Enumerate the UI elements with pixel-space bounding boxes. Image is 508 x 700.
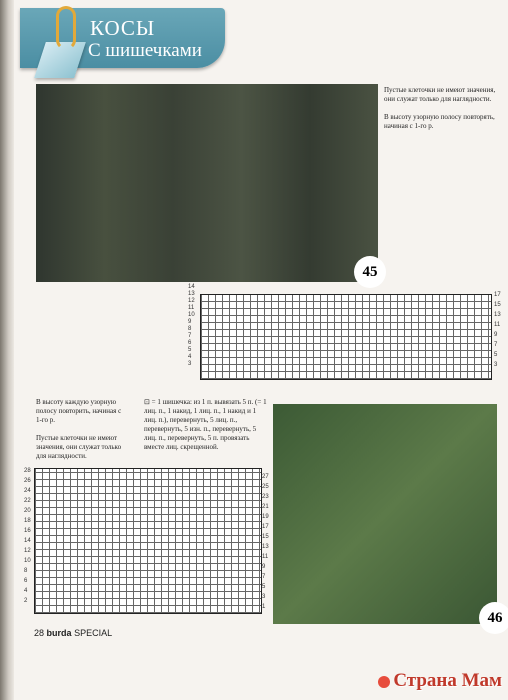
row-number: 1 xyxy=(262,604,266,610)
row-number: 26 xyxy=(24,478,31,484)
watermark-icon xyxy=(378,676,390,688)
note-right-2: В высоту узорную полосу повторять, начиная с 1-го р. xyxy=(384,113,495,130)
row-number: 8 xyxy=(24,568,28,574)
pattern-chart-45 xyxy=(200,294,492,380)
chart2-row-numbers-right xyxy=(262,474,269,614)
row-number: 6 xyxy=(24,578,28,584)
row-number: 9 xyxy=(188,319,192,325)
paperclip-icon xyxy=(56,6,76,50)
chart1-row-numbers-left xyxy=(188,284,195,368)
row-number: 20 xyxy=(24,508,31,514)
row-number: 4 xyxy=(24,588,28,594)
row-number: 25 xyxy=(262,484,269,490)
bobble-legend xyxy=(144,398,270,452)
notes-right xyxy=(384,86,500,140)
page-footer xyxy=(34,628,112,638)
row-number: 14 xyxy=(24,538,31,544)
section-subtitle: С шишечками xyxy=(88,40,202,61)
row-number: 3 xyxy=(494,362,498,368)
row-number: 24 xyxy=(24,488,31,494)
section-tab xyxy=(20,8,225,78)
row-number: 23 xyxy=(262,494,269,500)
brand-name: burda xyxy=(46,628,72,638)
row-number: 3 xyxy=(188,361,192,367)
row-number: 22 xyxy=(24,498,31,504)
knit-photo-46 xyxy=(273,404,497,624)
row-number: 12 xyxy=(24,548,31,554)
row-number: 11 xyxy=(262,554,269,560)
note-left-1: В высоту каждую узорную полосу повторить, начиная с 1-го р. xyxy=(36,398,122,424)
page-spine xyxy=(0,0,14,700)
knit-photo-45 xyxy=(36,84,378,282)
row-number: 7 xyxy=(262,574,266,580)
row-number: 15 xyxy=(262,534,269,540)
row-number: 9 xyxy=(494,332,498,338)
row-number: 5 xyxy=(494,352,498,358)
row-number: 19 xyxy=(262,514,269,520)
row-number: 11 xyxy=(188,305,195,311)
bobble-legend-text: = 1 шишечка: из 1 п. вывязать 5 п. (= 1 лиц. п., 1 накид, 1 лиц. п., 1 накид и 1 лиц. п.), перевернуть, 5 лиц. п., перевернуть, 5 изн. п., перевернуть, 5 лиц. п., перевернуть, 5 п. провязать вместе лиц. скрещенной. xyxy=(144,398,267,451)
row-number: 10 xyxy=(188,312,195,318)
note-left-2: Пустые клеточки не имеют значения, они служат только для наглядности. xyxy=(36,434,122,460)
row-number: 7 xyxy=(494,342,498,348)
pattern-number-46: 46 xyxy=(479,602,508,634)
page-number: 28 xyxy=(34,628,45,638)
row-number: 7 xyxy=(188,333,192,339)
row-number: 5 xyxy=(188,347,192,353)
row-number: 21 xyxy=(262,504,269,510)
row-number: 18 xyxy=(24,518,31,524)
row-number: 2 xyxy=(24,598,28,604)
pattern-number-45: 45 xyxy=(354,256,386,288)
row-number: 9 xyxy=(262,564,266,570)
row-number: 4 xyxy=(188,354,192,360)
section-title: КОСЫ xyxy=(90,16,156,40)
row-number: 14 xyxy=(188,284,195,290)
bobble-symbol-icon: ⊡ xyxy=(144,398,152,406)
watermark xyxy=(378,670,502,692)
pattern-chart-46 xyxy=(34,468,262,614)
row-number: 27 xyxy=(262,474,269,480)
chart2-row-numbers-left xyxy=(24,468,31,608)
brand-edition: SPECIAL xyxy=(74,628,113,638)
row-number: 15 xyxy=(494,302,501,308)
note-right-1: Пустые клеточки не имеют значения, они служат только для наглядности. xyxy=(384,86,496,103)
watermark-text: Страна Мам xyxy=(393,670,502,691)
row-number: 5 xyxy=(262,584,266,590)
row-number: 12 xyxy=(188,298,195,304)
row-number: 10 xyxy=(24,558,31,564)
row-number: 17 xyxy=(262,524,269,530)
notes-left xyxy=(36,398,128,470)
chart1-row-numbers-right xyxy=(494,292,501,372)
row-number: 6 xyxy=(188,340,192,346)
row-number: 13 xyxy=(494,312,501,318)
row-number: 13 xyxy=(262,544,269,550)
row-number: 17 xyxy=(494,292,501,298)
row-number: 13 xyxy=(188,291,195,297)
row-number: 8 xyxy=(188,326,192,332)
row-number: 28 xyxy=(24,468,31,474)
row-number: 11 xyxy=(494,322,501,328)
row-number: 3 xyxy=(262,594,266,600)
row-number: 16 xyxy=(24,528,31,534)
